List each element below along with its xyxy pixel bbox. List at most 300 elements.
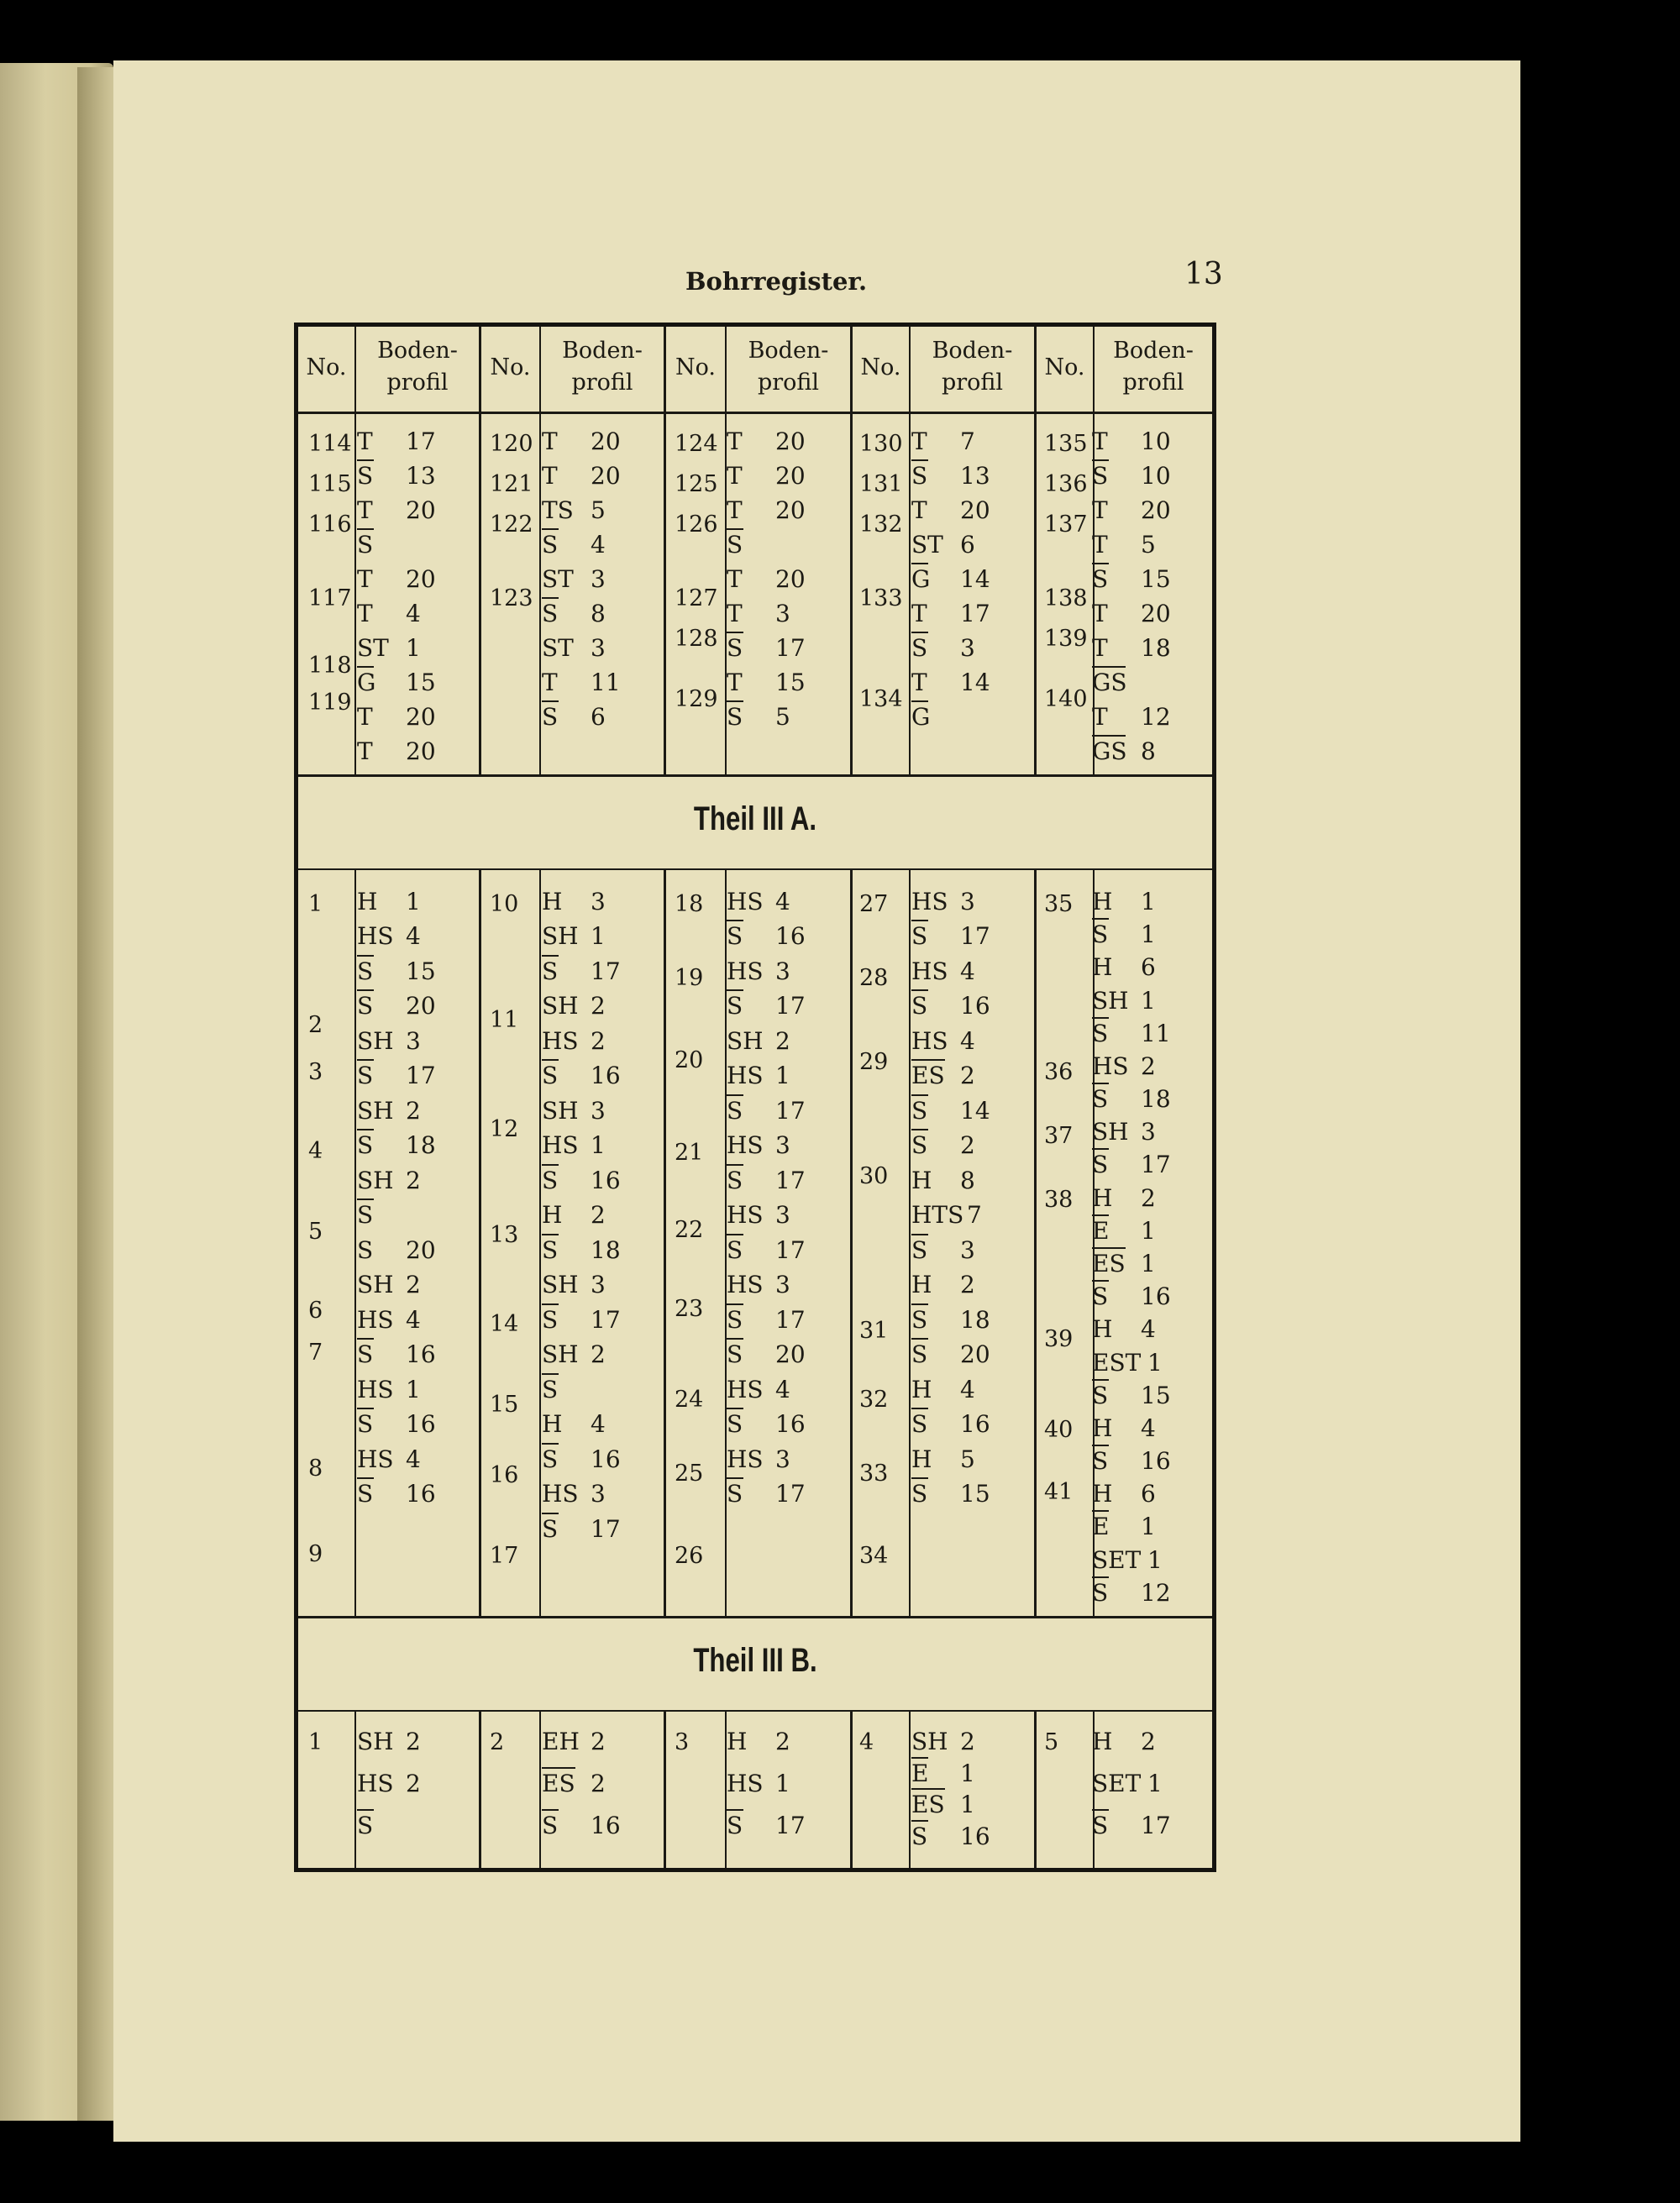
depth-value: 17 xyxy=(775,1166,806,1194)
profile-entry xyxy=(911,496,990,524)
profile-entry xyxy=(727,1131,790,1160)
soil-code: H xyxy=(1092,1183,1113,1212)
soil-code: S xyxy=(357,1340,374,1369)
profile-entry xyxy=(911,1166,975,1194)
row-number: 9 xyxy=(308,1541,323,1567)
layer-divider xyxy=(911,1234,928,1235)
depth-value: 1 xyxy=(1141,921,1156,949)
depth-value: 16 xyxy=(1141,1282,1171,1311)
profile-entry xyxy=(1092,1414,1156,1442)
depth-value: 16 xyxy=(591,1445,621,1473)
depth-value: 1 xyxy=(1147,1348,1163,1377)
soil-code: S xyxy=(1092,1151,1109,1179)
soil-code: S xyxy=(357,957,374,985)
soil-code: T xyxy=(357,599,373,627)
layer-divider xyxy=(911,1338,928,1340)
depth-value: 20 xyxy=(591,427,621,455)
profile-entry xyxy=(357,1166,421,1194)
layer-divider xyxy=(542,1809,559,1811)
soil-code: S xyxy=(357,461,374,490)
page-number: 13 xyxy=(1184,257,1223,291)
profile-entry xyxy=(357,1201,373,1229)
soil-code: SET xyxy=(1092,1545,1142,1574)
row-number: 27 xyxy=(859,891,889,917)
layer-divider xyxy=(542,1059,559,1061)
row-number: 137 xyxy=(1044,511,1088,538)
soil-code: S xyxy=(1092,1447,1109,1476)
soil-code: S xyxy=(1092,1282,1109,1311)
soil-code: S xyxy=(357,1480,374,1508)
soil-code: ES xyxy=(911,1062,945,1090)
row-number: 30 xyxy=(859,1163,889,1189)
profile-entry xyxy=(911,1271,975,1299)
depth-value: 2 xyxy=(591,1340,606,1369)
depth-value: 2 xyxy=(591,1201,606,1230)
layer-divider xyxy=(542,1234,559,1235)
profile-entry xyxy=(911,703,930,731)
soil-code: S xyxy=(1092,1019,1109,1047)
depth-value: 2 xyxy=(406,1271,421,1299)
row-number: 124 xyxy=(675,431,718,457)
profile-entry xyxy=(727,1166,806,1194)
depth-value: 3 xyxy=(960,888,975,915)
row-number: 5 xyxy=(308,1219,323,1245)
soil-code: SH xyxy=(542,1271,579,1299)
row-number: 129 xyxy=(675,686,718,712)
depth-value: 2 xyxy=(406,1096,421,1125)
soil-code: T xyxy=(1092,702,1108,731)
profile-entry xyxy=(357,1062,436,1090)
layer-divider xyxy=(542,1443,559,1445)
profile-entry xyxy=(542,496,606,524)
profile-entry xyxy=(542,1096,606,1125)
depth-value: 5 xyxy=(775,702,790,731)
depth-value: 1 xyxy=(1141,1513,1156,1541)
soil-code: SH xyxy=(1092,986,1129,1015)
soil-code: S xyxy=(542,1812,559,1839)
section-rule xyxy=(298,774,1212,777)
layer-divider xyxy=(911,1059,945,1061)
soil-code: T xyxy=(911,668,927,696)
profile-entry xyxy=(357,737,436,765)
depth-value: 15 xyxy=(406,668,436,696)
row-number: 35 xyxy=(1044,891,1074,917)
profile-entry xyxy=(911,922,990,951)
profile-entry xyxy=(727,888,790,915)
depth-value: 1 xyxy=(775,1062,790,1090)
profile-entry xyxy=(1092,1480,1156,1508)
depth-value: 1 xyxy=(1141,1216,1156,1245)
profile-entry xyxy=(1092,1578,1171,1607)
soil-code: H xyxy=(911,1271,932,1299)
layer-divider xyxy=(727,632,743,633)
header-no: No. xyxy=(1044,354,1085,380)
profile-entry xyxy=(542,530,606,559)
depth-value: 14 xyxy=(960,1096,990,1125)
header-no: No. xyxy=(675,354,716,380)
layer-divider xyxy=(357,989,374,991)
profile-entry xyxy=(727,633,806,662)
profile-entry xyxy=(542,888,606,915)
profile-entry xyxy=(357,1812,373,1839)
row-number: 16 xyxy=(490,1462,519,1488)
soil-code: S xyxy=(911,1305,928,1334)
profile-entry xyxy=(542,599,606,627)
row-number: 119 xyxy=(308,690,352,716)
row-number: 139 xyxy=(1044,626,1088,652)
header-no: No. xyxy=(306,354,347,380)
depth-value: 4 xyxy=(1141,1315,1156,1344)
profile-entry xyxy=(1092,888,1156,915)
profile-entry xyxy=(542,1728,606,1755)
depth-value: 20 xyxy=(406,702,436,731)
depth-value: 1 xyxy=(406,888,421,915)
soil-code: HS xyxy=(727,1375,764,1403)
depth-value: 2 xyxy=(960,1728,975,1755)
depth-value: 3 xyxy=(775,1201,790,1230)
depth-value: 11 xyxy=(591,668,621,696)
layer-divider xyxy=(911,632,928,633)
depth-value: 1 xyxy=(1141,888,1156,915)
profile-entry xyxy=(357,957,436,985)
layer-divider xyxy=(911,920,928,921)
soil-code: T xyxy=(357,702,373,731)
row-number: 21 xyxy=(675,1140,704,1166)
soil-code: SH xyxy=(357,1096,394,1125)
soil-code: HS xyxy=(357,922,394,951)
soil-code: T xyxy=(1092,633,1108,662)
soil-code: HS xyxy=(542,1480,579,1508)
profile-entry xyxy=(1092,1118,1156,1146)
soil-code: T xyxy=(542,668,558,696)
depth-value: 20 xyxy=(775,427,806,455)
layer-divider xyxy=(911,1820,928,1822)
soil-code: S xyxy=(727,1480,743,1508)
depth-value: 12 xyxy=(1141,1578,1171,1607)
profile-entry xyxy=(1092,496,1171,524)
profile-entry xyxy=(727,564,806,593)
soil-code: HS xyxy=(1092,1052,1129,1080)
soil-code: S xyxy=(357,1410,374,1439)
soil-code: S xyxy=(911,1480,928,1508)
soil-code: S xyxy=(357,1235,374,1264)
depth-value: 18 xyxy=(1141,1085,1171,1114)
profile-entry xyxy=(1092,1183,1156,1212)
soil-code: S xyxy=(542,530,559,559)
soil-code: S xyxy=(1092,564,1109,593)
soil-code: S xyxy=(542,1305,559,1334)
profile-entry xyxy=(1092,427,1171,455)
soil-code: S xyxy=(542,702,559,731)
depth-value: 3 xyxy=(591,1271,606,1299)
soil-code: SH xyxy=(542,1340,579,1369)
depth-value: 3 xyxy=(406,1026,421,1055)
soil-code: S xyxy=(911,922,928,951)
soil-code: E xyxy=(911,1759,929,1787)
depth-value: 16 xyxy=(406,1480,436,1508)
profile-entry xyxy=(727,1271,790,1299)
row-number: 24 xyxy=(675,1387,704,1413)
depth-value: 3 xyxy=(775,1445,790,1473)
row-number: 37 xyxy=(1044,1123,1074,1149)
profile-entry xyxy=(542,1235,621,1264)
soil-code: T xyxy=(727,668,743,696)
header-no: No. xyxy=(490,354,531,380)
depth-value: 20 xyxy=(775,461,806,490)
soil-code: HS xyxy=(911,957,948,985)
depth-value: 4 xyxy=(406,922,421,951)
depth-value: 4 xyxy=(960,957,975,985)
soil-code: SH xyxy=(357,1728,394,1755)
layer-divider xyxy=(911,1303,928,1305)
row-number: 12 xyxy=(490,1116,519,1142)
row-number: 17 xyxy=(490,1543,519,1569)
profile-entry xyxy=(911,1340,990,1369)
soil-code: SH xyxy=(1092,1118,1129,1146)
header-bodenprofil: Boden- profil xyxy=(377,338,458,396)
soil-code: HS xyxy=(911,888,948,915)
soil-code: H xyxy=(357,888,378,915)
row-number: 28 xyxy=(859,965,889,991)
layer-divider xyxy=(911,1094,928,1096)
depth-value: 20 xyxy=(406,992,436,1020)
depth-value: 3 xyxy=(960,1235,975,1264)
depth-value: 20 xyxy=(1141,599,1171,627)
soil-code: S xyxy=(727,1410,743,1439)
profile-entry xyxy=(727,992,806,1020)
depth-value: 1 xyxy=(406,633,421,662)
profile-entry xyxy=(357,599,421,627)
depth-value: 2 xyxy=(1141,1728,1156,1755)
row-number: 114 xyxy=(308,431,352,457)
soil-code: HS xyxy=(727,888,764,915)
soil-code: T xyxy=(727,599,743,627)
depth-value: 16 xyxy=(960,1410,990,1439)
layer-divider xyxy=(727,1234,743,1235)
soil-code: T xyxy=(911,599,927,627)
profile-entry xyxy=(1092,1216,1156,1245)
soil-code: S xyxy=(542,1235,559,1264)
depth-value: 2 xyxy=(406,1728,421,1755)
depth-value: 4 xyxy=(591,1410,606,1439)
depth-value: 2 xyxy=(591,1728,606,1755)
depth-value: 2 xyxy=(591,1026,606,1055)
layer-divider xyxy=(727,1408,743,1409)
row-number: 4 xyxy=(859,1729,874,1755)
soil-code: HS xyxy=(357,1375,394,1403)
profile-entry xyxy=(911,1728,975,1755)
depth-value: 15 xyxy=(1141,564,1171,593)
profile-entry xyxy=(357,1728,421,1755)
soil-code: HS xyxy=(357,1770,394,1797)
profile-entry xyxy=(727,1235,806,1264)
depth-value: 3 xyxy=(960,633,975,662)
soil-code: T xyxy=(1092,599,1108,627)
soil-code: SH xyxy=(357,1166,394,1194)
depth-value: 13 xyxy=(960,461,990,490)
profile-entry xyxy=(1092,564,1171,593)
row-number: 118 xyxy=(308,653,352,679)
soil-code: ST xyxy=(911,530,943,559)
profile-entry xyxy=(357,1375,421,1403)
profile-entry xyxy=(911,1822,990,1850)
soil-code: HS xyxy=(727,1445,764,1473)
row-number: 135 xyxy=(1044,431,1088,457)
depth-value: 18 xyxy=(960,1305,990,1334)
depth-value: 8 xyxy=(1141,737,1156,765)
depth-value: 3 xyxy=(775,599,790,627)
profile-entry xyxy=(1092,1513,1156,1541)
soil-code: S xyxy=(727,702,743,731)
row-number: 31 xyxy=(859,1318,889,1344)
profile-entry xyxy=(542,668,621,696)
profile-entry xyxy=(911,957,975,985)
section-heading-theil-a: Theil III A. xyxy=(693,800,817,837)
row-number: 125 xyxy=(675,471,718,497)
soil-code: EST xyxy=(1092,1348,1142,1377)
layer-divider xyxy=(1092,1510,1109,1512)
profile-entry xyxy=(357,1340,436,1369)
running-head: Bohrregister. xyxy=(685,267,868,296)
bohrregister-table xyxy=(294,323,1216,1872)
row-number: 2 xyxy=(490,1729,505,1755)
soil-code: SH xyxy=(357,1271,394,1299)
profile-entry xyxy=(542,922,606,951)
profile-entry xyxy=(1092,986,1156,1015)
soil-code: S xyxy=(727,1812,743,1839)
row-number: 138 xyxy=(1044,585,1088,611)
profile-entry xyxy=(357,1770,421,1797)
row-number: 122 xyxy=(490,511,533,538)
profile-entry xyxy=(911,564,990,593)
soil-code: T xyxy=(727,496,743,524)
soil-code: HS xyxy=(727,957,764,985)
profile-entry xyxy=(911,633,975,662)
layer-divider xyxy=(911,1477,928,1479)
depth-value: 17 xyxy=(1141,1151,1171,1179)
layer-divider xyxy=(1092,1445,1109,1446)
soil-code: HS xyxy=(727,1131,764,1160)
depth-value: 16 xyxy=(960,1822,990,1850)
profile-entry xyxy=(542,1480,606,1508)
profile-entry xyxy=(1092,1728,1156,1755)
soil-code: S xyxy=(542,957,559,985)
layer-divider xyxy=(357,1059,374,1061)
soil-code: T xyxy=(727,427,743,455)
depth-value: 1 xyxy=(960,1759,975,1787)
soil-code: S xyxy=(357,530,374,559)
depth-value: 14 xyxy=(960,668,990,696)
profile-entry xyxy=(357,1305,421,1334)
depth-value: 2 xyxy=(406,1770,421,1797)
depth-value: 3 xyxy=(591,564,606,593)
soil-code: T xyxy=(542,427,558,455)
profile-entry xyxy=(727,668,806,696)
profile-entry xyxy=(1092,669,1127,696)
row-number: 14 xyxy=(490,1311,519,1337)
soil-code: S xyxy=(357,992,374,1020)
depth-value: 2 xyxy=(775,1026,790,1055)
row-number: 140 xyxy=(1044,686,1088,712)
row-number: 11 xyxy=(490,1007,519,1033)
soil-code: S xyxy=(357,1812,374,1839)
depth-value: 2 xyxy=(406,1166,421,1194)
profile-entry xyxy=(911,1410,990,1439)
depth-value: 17 xyxy=(591,957,621,985)
profile-entry xyxy=(727,496,806,524)
soil-code: S xyxy=(727,1340,743,1369)
soil-code: S xyxy=(542,599,559,627)
profile-entry xyxy=(542,427,621,455)
row-number: 117 xyxy=(308,585,352,611)
soil-code: TS xyxy=(542,496,574,524)
layer-divider xyxy=(1092,1247,1126,1249)
row-number: 36 xyxy=(1044,1059,1074,1085)
soil-code: ES xyxy=(1092,1250,1126,1277)
profile-entry xyxy=(1092,1348,1163,1377)
profile-entry xyxy=(542,1201,606,1230)
layer-divider xyxy=(357,1129,374,1130)
depth-value: 3 xyxy=(591,1480,606,1508)
soil-code: SH xyxy=(542,992,579,1020)
depth-value: 17 xyxy=(1141,1812,1171,1839)
row-number: 116 xyxy=(308,511,352,538)
profile-entry xyxy=(357,1026,421,1055)
layer-divider xyxy=(357,1477,374,1479)
section-heading-theil-b: Theil III B. xyxy=(693,1642,817,1679)
depth-value: 5 xyxy=(591,496,606,524)
soil-code: S xyxy=(542,1062,559,1090)
depth-value: 4 xyxy=(591,530,606,559)
row-number: 40 xyxy=(1044,1417,1074,1443)
soil-code: HS xyxy=(727,1770,764,1797)
profile-entry xyxy=(542,1770,606,1797)
profile-entry xyxy=(357,1096,421,1125)
profile-entry xyxy=(357,668,436,696)
profile-entry xyxy=(727,427,806,455)
soil-code: S xyxy=(911,633,928,662)
depth-value: 20 xyxy=(775,564,806,593)
soil-code: T xyxy=(1092,530,1108,559)
profile-entry xyxy=(727,922,806,951)
row-number: 1 xyxy=(308,1729,323,1755)
soil-code: S xyxy=(727,922,743,951)
depth-value: 4 xyxy=(406,1445,421,1473)
row-number: 3 xyxy=(308,1059,323,1085)
depth-value: 17 xyxy=(775,1235,806,1264)
soil-code: T xyxy=(357,427,373,455)
soil-code: H xyxy=(542,1201,563,1230)
row-number: 22 xyxy=(675,1217,704,1243)
soil-code: ES xyxy=(911,1791,945,1818)
soil-code: H xyxy=(911,1375,932,1403)
soil-code: S xyxy=(1092,1085,1109,1114)
layer-divider xyxy=(911,989,928,991)
soil-code: S xyxy=(911,461,928,490)
depth-value: 6 xyxy=(1141,953,1156,982)
layer-divider xyxy=(542,1303,559,1305)
soil-code: H xyxy=(1092,1414,1113,1442)
profile-entry xyxy=(542,1026,606,1055)
row-number: 4 xyxy=(308,1138,323,1164)
depth-value: 5 xyxy=(1141,530,1156,559)
soil-code: T xyxy=(911,496,927,524)
row-number: 29 xyxy=(859,1049,889,1075)
row-number: 1 xyxy=(308,891,323,917)
layer-divider xyxy=(1092,1083,1109,1084)
row-number: 5 xyxy=(1044,1729,1059,1755)
depth-value: 16 xyxy=(960,992,990,1020)
